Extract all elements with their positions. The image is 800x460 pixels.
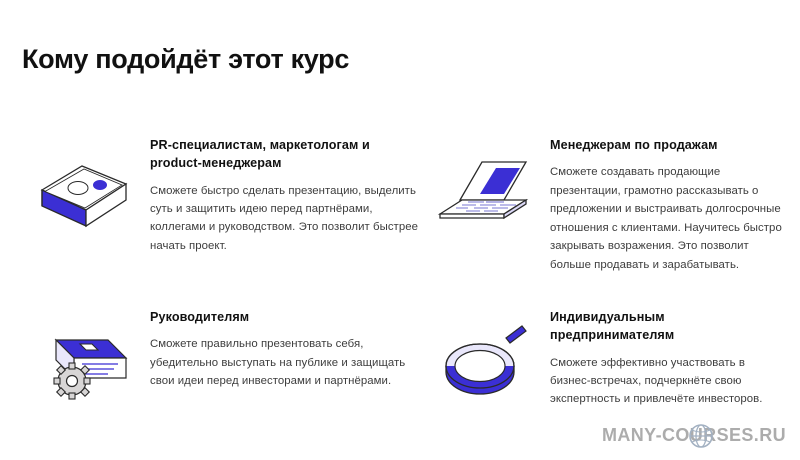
magnifier-icon	[422, 300, 550, 420]
audience-title: Индивидуальным предпринимателям	[550, 310, 675, 343]
audience-description: Сможете быстро сделать презентацию, выделить суть и защитить идею перед партнёрами, коллегами и руководством. Это позволит быстрее начать проект.	[150, 184, 418, 252]
audience-description: Сможете создавать продающие презентации, грамотно рассказывать о предложении и выстраивать долгосрочные отношения с клиентами. Научитесь быстро закрывать возражения. Это позволит больше продавать и зарабатывать.	[550, 166, 782, 271]
book-icon	[22, 128, 150, 248]
audience-grid	[22, 128, 782, 450]
audience-title: PR-специалистам, маркетологам и product-менеджерам	[150, 138, 370, 171]
audience-description: Сможете правильно презентовать себя, убедительно выступать на публике и защищать свои идеи перед инвесторами и партнёрами.	[150, 338, 406, 388]
audience-text	[550, 128, 782, 274]
audience-item	[22, 300, 422, 450]
audience-item	[22, 128, 422, 300]
audience-text	[150, 300, 422, 391]
watermark	[602, 425, 786, 446]
laptop-icon	[422, 128, 550, 248]
clipboard-gear-icon	[22, 300, 150, 420]
audience-title: Руководителям	[150, 310, 250, 324]
page-title: Кому подойдёт этот курс	[22, 44, 350, 75]
audience-item	[422, 128, 782, 300]
audience-text	[150, 128, 422, 255]
watermark-text: MANY-COURSES.RU	[601, 425, 786, 445]
audience-title: Менеджерам по продажам	[550, 138, 718, 152]
audience-description: Сможете эффективно участвовать в бизнес-встречах, подчеркнёте свою экспертность и привлечёте инвесторов.	[550, 356, 763, 406]
globe-icon	[688, 423, 714, 449]
audience-text	[550, 300, 782, 409]
audience-row	[22, 128, 782, 300]
